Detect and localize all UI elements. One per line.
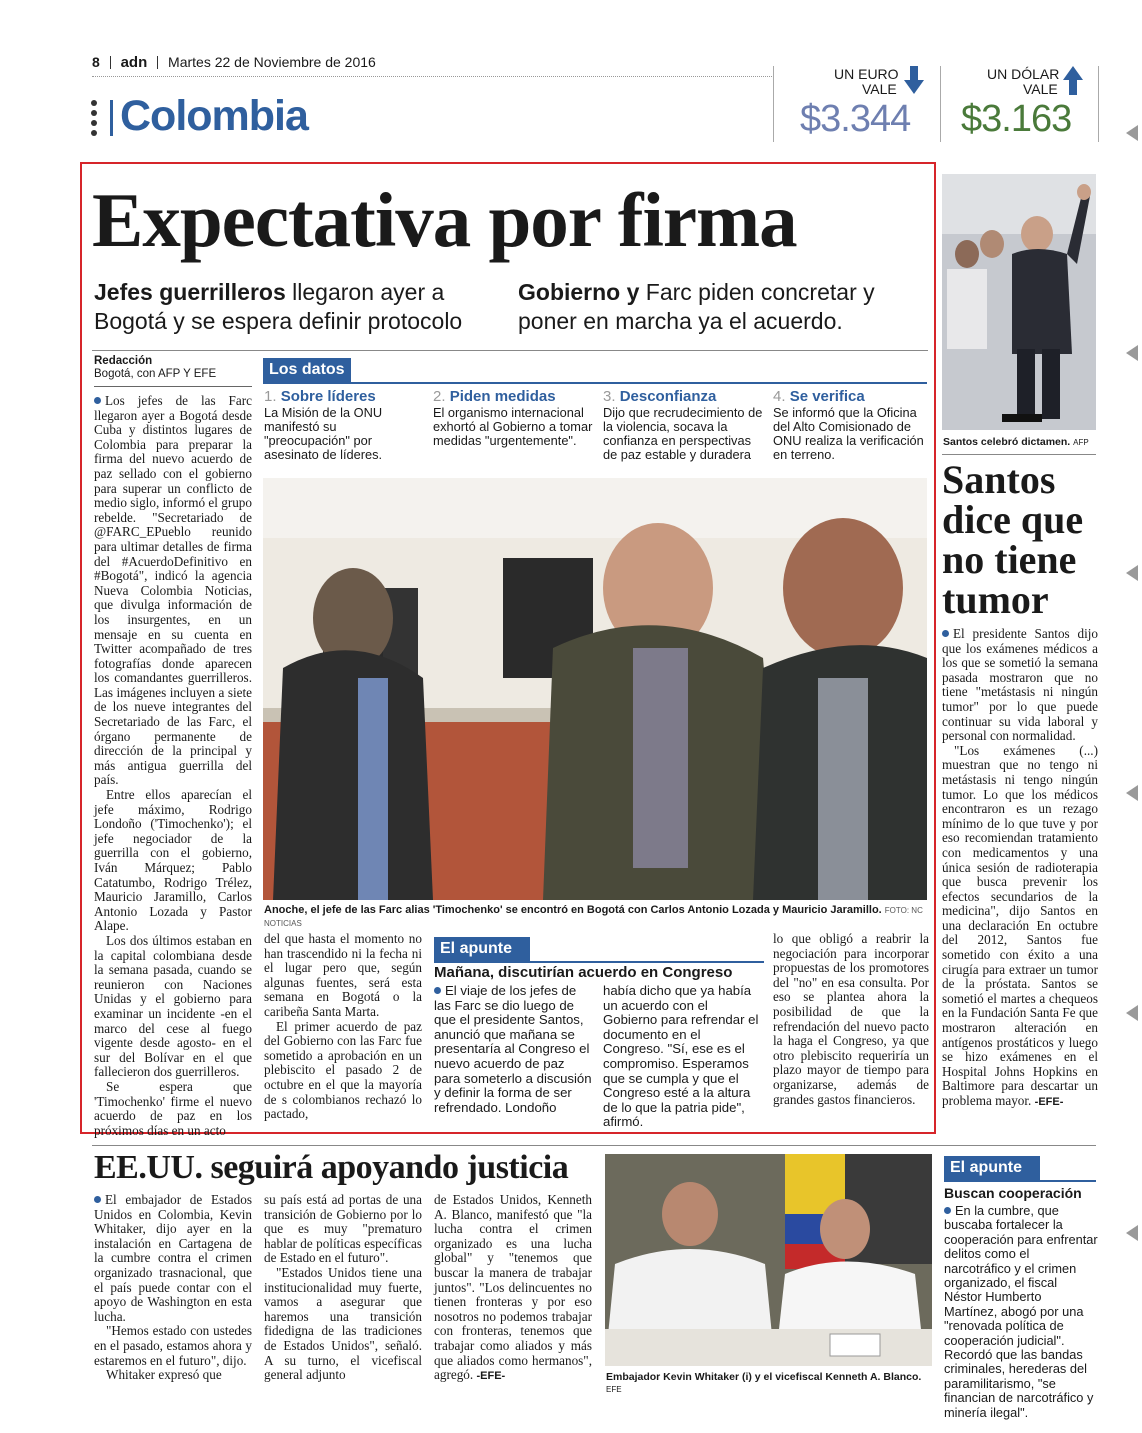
- side-photo-illustration: [942, 174, 1096, 430]
- main-column-1: [94, 393, 252, 1138]
- euro-widget: [780, 64, 932, 144]
- apunte-rule: [434, 961, 764, 963]
- datos-item-2-title: Piden medidas: [449, 388, 556, 405]
- bottom-apunte-title: Buscan cooperación: [944, 1185, 1082, 1201]
- bottom-column-3: de Estados Unidos, Kenneth A. Blanco, manifestó que "la lucha contra el crimen organizado es una lucha global" y "tenemos que buscar la manera de trabajar juntos". "Los delincuentes no tienen fronteras y por eso nosotros no podemos trabajar con fronteras, tenemos que trabajar como aliados y más que aliados como hermanos", agregó. -EFE-: [434, 1192, 592, 1383]
- side-photo-caption: Santos celebró dictamen. AFP: [943, 436, 1089, 448]
- bottom-col1-paragraph-1: El embajador de Estados Unidos en Colombia, Kevin Whitaker, dijo ayer en la instalación en Cartagena de la cumbre contra el crimen organizado trasnacional, que el país puede contar con el apoyo de Washington en esta lucha.: [94, 1192, 252, 1324]
- euro-value: $3.344: [800, 98, 911, 140]
- side-photo-credit: AFP: [1073, 438, 1089, 447]
- bottom-end-mark: -EFE-: [476, 1370, 506, 1383]
- datos-item-1-title: Sobre líderes: [280, 388, 376, 405]
- header-rule: [92, 76, 772, 77]
- bullet-icon: [942, 630, 949, 637]
- datos-item-4-num: 4.: [773, 388, 786, 405]
- main-col1-paragraph-3: Los dos últimos estaban en la capital colombiana desde la semana pasada, cuando se reunieron con Naciones Unidas y el gobierno para examinar un incidente -en el marco del cese al fuego vigente desde agosto- en el sur del Bolívar en el que fallecieron dos guerrilleros.: [94, 932, 252, 1080]
- byline: [94, 355, 254, 381]
- currency-divider-right: [1098, 66, 1099, 142]
- main-column-5: lo que obligó a reabrir la negociación para incorporar propuestas de los promotores del "no" en esa consulta. Por eso se plantea ahora la posibilidad de que la refrendación del nuevo pacto la haga el Congreso, ya que otro plebiscito requeriría un plazo mayor de tiempo para organizarse, además de grandes gastos financieros.: [773, 931, 929, 1107]
- currency-divider-mid: [940, 66, 941, 142]
- datos-item-2-num: 2.: [433, 388, 446, 405]
- bullet-icon: [434, 987, 441, 994]
- byline-name: Redacción: [94, 355, 153, 367]
- datos-item-3-num: 3.: [603, 388, 616, 405]
- datos-item-1-num: 1.: [264, 388, 277, 405]
- main-col1-paragraph-1: Los jefes de las Farc llegaron ayer a Bogotá desde Cuba y distintos lugares de Colombia para preparar la firma del nuevo acuerdo de paz sellado con el gobierno para superar un conflicto de medio siglo, informó el grupo rebelde. "Secretariado de @FARC_EPueblo reunido para ultimar detalles de firma del #AcuerdoDefinitivo en #Bogotá", indicó la agencia Nueva Colombia Noticias, que divulga información de los insurgentes, en un mensaje en su cuenta en Twitter acompañado de tres fotografías donde aparecen los comandantes guerrilleros. Las imágenes incluyen a siete de los nueve integrantes del Secretariado de las Farc, el órgano permanente de dirección de la principal y más antigua guerrilla del país.: [94, 393, 252, 788]
- bottom-apunte-rule: [944, 1180, 1096, 1182]
- main-photo-caption: Anoche, el jefe de las Farc alias 'Timochenko' se encontró en Bogotá con Carlos Antonio Lozada y Mauricio Jaramillo. FOTO: NC NOTICIAS: [264, 904, 923, 928]
- byline-rule: [94, 386, 252, 387]
- up-arrow-icon: [1063, 66, 1083, 96]
- bottom-column-2: [264, 1193, 422, 1383]
- side-paragraph-2: "Los exámenes (...) muestran que no tengo ni metástasis ni tengo ningún tumor. Lo que los médicos encontraron es un rezago mínimo de lo que tuve y por eso recomiendan tratamiento con medicamentos y una única sesión de radioterapia que busca prevenir los efectos secundarios de la medicina", dijo Santos en una declaración En octubre del 2012, Santos fue sometido con éxito a una cirugía para extraer un tumor de la próstata. Santos se sometió el martes a chequeos en la Fundación Santa Fe que mostraron alteración en antígenos prostáticos y luego se hizo exámenes en el Hospital Johns Hopkins en Baltimore para descartar un problema mayor. -EFE-: [942, 742, 1098, 1108]
- main-rule: [92, 350, 928, 351]
- datos-label: Los datos: [263, 358, 351, 382]
- main-column-2: [264, 932, 422, 1127]
- brand-logo: adn: [120, 54, 148, 71]
- main-headline: Expectativa por firma: [92, 177, 797, 263]
- datos-item-4-title: Se verifica: [789, 388, 865, 405]
- bottom-col1-paragraph-3: Whitaker expresó que: [106, 1367, 222, 1383]
- datos-item-3-title: Desconfianza: [619, 388, 717, 405]
- deck-left: [94, 278, 504, 336]
- side-paragraph-1: El presidente Santos dijo que los exámenes médicos a los que se sometió la semana pasada mostraron que no tiene "metástasis ni ningún tumor" por lo que puede continuar su vida laboral y personal con normalidad.: [942, 626, 1098, 744]
- deck-right-bold: Gobierno y: [518, 279, 640, 305]
- dollar-value: $3.163: [961, 98, 1072, 140]
- datos-item-1: [264, 388, 422, 462]
- main-col2-paragraph-2: El primer acuerdo de paz del Gobierno con las Farc fue sometido a aprobación en un plebiscito el pasado 2 de octubre en el que la mayoría de s colombianos rechazó lo pactado,: [264, 1018, 422, 1122]
- main-photo-credit: FOTO: NC NOTICIAS: [264, 906, 923, 928]
- side-body: [942, 627, 1098, 1110]
- main-col1-paragraph-2: Entre ellos aparecían el jefe máximo, Rodrigo Londoño ('Timochenko'); el jefe negociador de la guerrilla con el gobierno, Iván Márquez; Pablo Catatumbo, Rodrigo Trélez, Mauricio Jaramillo, Carlos Antonio Lozada y Pastor Alape.: [94, 787, 252, 934]
- section-dots-icon: [91, 100, 99, 140]
- bottom-col2-paragraph-1: su país está ad portas de una transición de Gobierno por lo que es muy "prematuro hablar de políticas específicas de Estado en el futuro".: [264, 1192, 422, 1266]
- page-edge-markers: [1126, 120, 1142, 1420]
- apunte-column-b: había dicho que ya había un acuerdo con el Gobierno para refrendar el documento en el Congreso. "Sí, ese es el compromiso. Esperamos que se cumpla y que el Congreso esté a la altura de lo que la patria pide", afirmó.: [603, 983, 759, 1130]
- byline-place: Bogotá, con AFP Y EFE: [94, 368, 217, 380]
- bottom-apunte-text: En la cumbre, que buscaba fortalecer la cooperación para enfrentar delitos como el narcotráfico y el crimen organizado, el fiscal Néstor Humberto Martínez, abogó por una "renovada política de cooperación judicial". Recordó que las bandas criminales, herederas del paramilitarismo, "se financian de narcotráfico y minería ilegal".: [944, 1203, 1098, 1420]
- datos-item-4-text: Se informó que la Oficina del Alto Comisionado de ONU realiza la verificación en terreno.: [773, 405, 924, 462]
- datos-item-2: [433, 388, 593, 448]
- bottom-photo-caption: Embajador Kevin Whitaker (i) y el vicefiscal Kenneth A. Blanco. EFE: [606, 1371, 922, 1394]
- datos-item-1-text: La Misión de la ONU manifestó su "preocupación" por asesinato de líderes.: [264, 405, 383, 462]
- deck-right-text: Farc piden concretar y poner en marcha ya el acuerdo.: [518, 279, 875, 334]
- section-title: Colombia: [120, 92, 308, 140]
- bottom-photo-illustration: [605, 1154, 932, 1366]
- currency-divider-left: [773, 66, 774, 142]
- side-rule: [942, 454, 1096, 455]
- deck-left-text: llegaron ayer a Bogotá y se espera definir protocolo: [94, 279, 463, 334]
- datos-item-3: [603, 388, 763, 462]
- bottom-column-1: [94, 1193, 252, 1383]
- main-photo: [263, 478, 927, 900]
- euro-label-1: UN EURO: [834, 66, 899, 82]
- side-headline: Santos dice que no tiene tumor: [942, 457, 1084, 622]
- datos-item-2-text: El organismo internacional exhortó al Gobierno a tomar medidas "urgentemente".: [433, 405, 593, 448]
- dollar-label-2: VALE: [1023, 81, 1058, 97]
- side-end-mark: -EFE-: [1034, 1096, 1064, 1108]
- section-bar: [110, 100, 113, 136]
- deck-right: [518, 278, 928, 336]
- issue-date: Martes 22 de Noviembre de 2016: [168, 54, 376, 70]
- down-arrow-icon: [904, 66, 924, 96]
- datos-rule: [263, 382, 927, 384]
- datos-item-4: [773, 388, 928, 462]
- datos-item-3-text: Dijo que recrudecimiento de la violencia, socava la confianza en perspectivas de paz estable y duradera: [603, 405, 763, 462]
- bottom-col2-paragraph-2: "Estados Unidos tiene una institucionalidad muy fuerte, vamos a asegurar que haremos una transición fidedigna de las tradiciones de Estados Unidos", señaló. A su turno, el vicefiscal general adjunto: [264, 1264, 422, 1383]
- dollar-widget: [945, 64, 1095, 144]
- main-col1-paragraph-4: Se espera que 'Timochenko' firme el nuevo acuerdo de paz en los próximos días en un acto: [94, 1078, 252, 1138]
- bullet-icon: [944, 1207, 951, 1214]
- deck-left-bold: Jefes guerrilleros: [94, 279, 286, 305]
- apunte-title: Mañana, discutirían acuerdo en Congreso: [434, 964, 733, 981]
- bottom-photo: [605, 1154, 932, 1366]
- apunte-label: El apunte: [434, 937, 530, 961]
- page-number: 8: [92, 54, 100, 70]
- apunte-column-a: El viaje de los jefes de las Farc se dio luego de que el presidente Santos, anunció que mañana se presentaría al Congreso el nuevo acuerdo de paz para someterlo a discusión y definir la forma de ser refrendado. Londoño: [434, 983, 592, 1115]
- folio: [92, 54, 532, 72]
- euro-label-2: VALE: [862, 81, 897, 97]
- dollar-label-1: UN DÓLAR: [987, 66, 1060, 82]
- main-col2-paragraph-1: del que hasta el momento no han trascendido ni la fecha ni el lugar pero que, según algunas fuentes, será esta semana en Bogotá o la caribeña Santa Marta.: [264, 931, 422, 1019]
- bottom-apunte-label: El apunte: [944, 1156, 1040, 1180]
- side-photo: [942, 174, 1096, 430]
- bullet-icon: [94, 1196, 101, 1203]
- bottom-headline: EE.UU. seguirá apoyando justicia: [94, 1149, 569, 1186]
- bullet-icon: [94, 397, 101, 404]
- bottom-photo-credit: EFE: [606, 1385, 622, 1394]
- bottom-col1-paragraph-2: "Hemos estado con ustedes en el pasado, estamos ahora y estaremos en el futuro", dijo.: [94, 1323, 252, 1368]
- bottom-rule: [92, 1145, 1096, 1146]
- main-photo-illustration: [263, 478, 927, 900]
